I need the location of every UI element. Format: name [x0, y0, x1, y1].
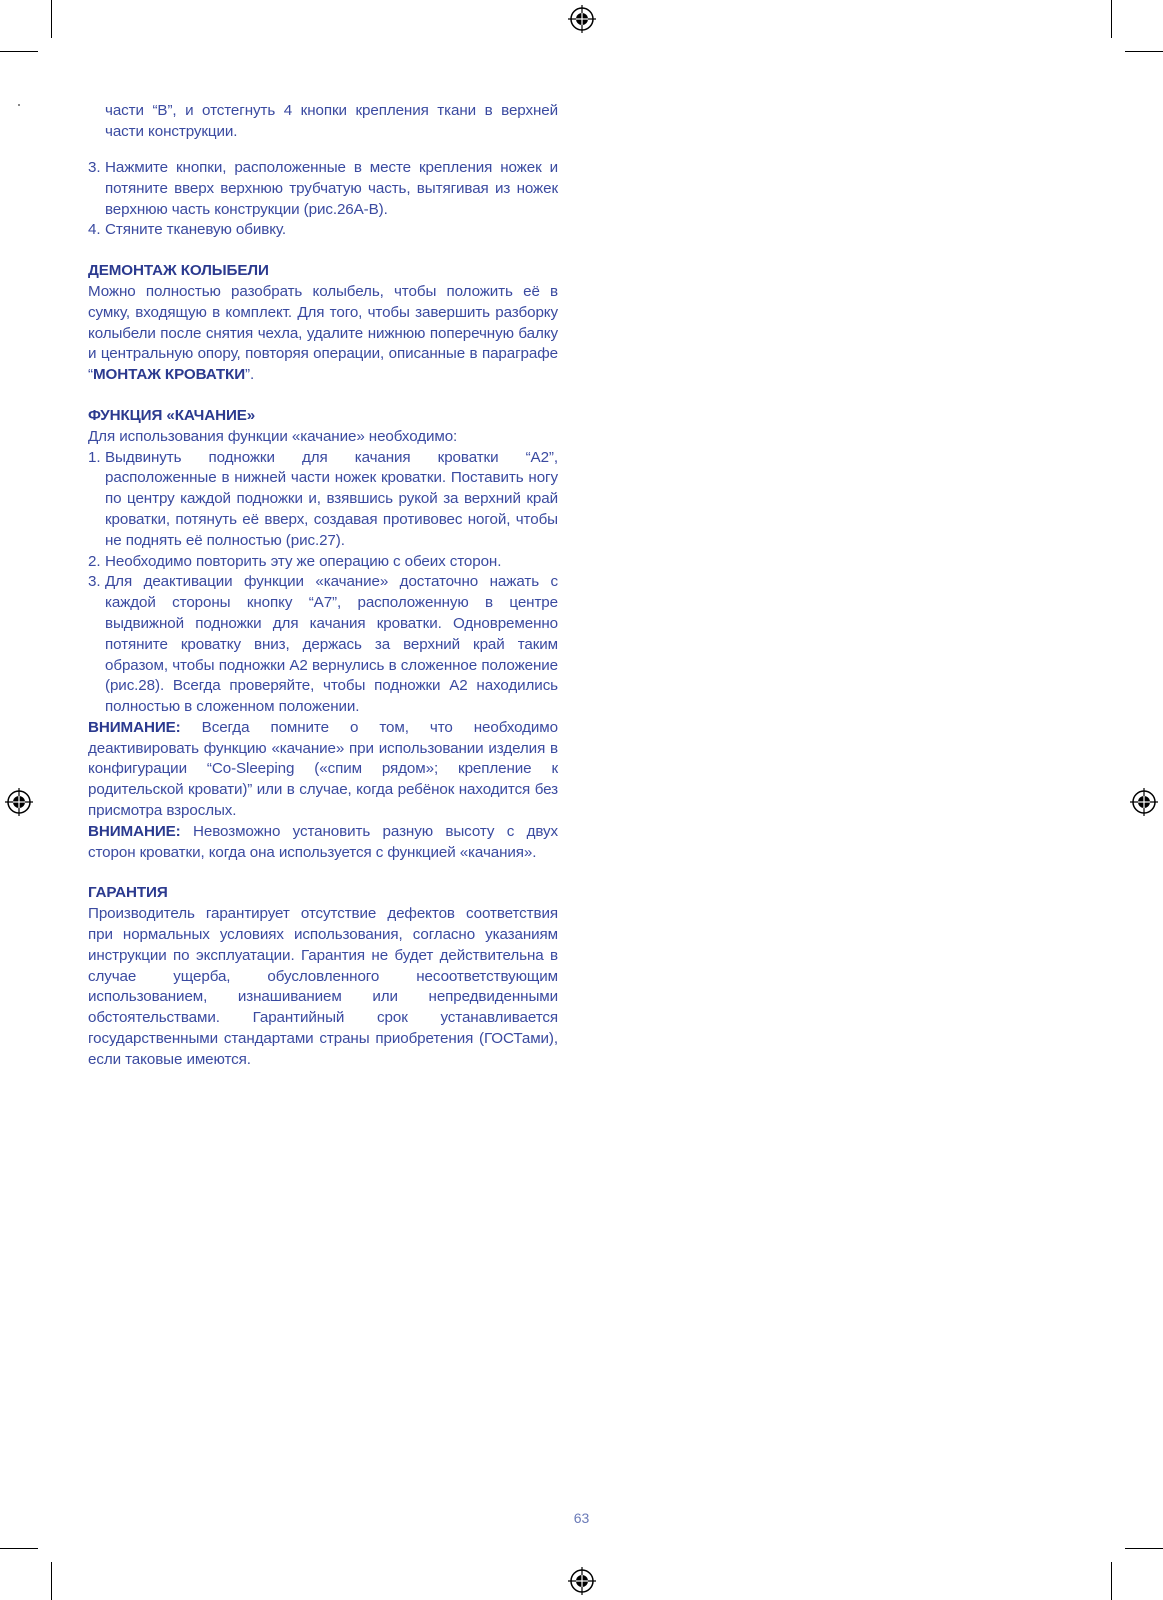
list-item: 2. Необходимо повторить эту же операцию с обеих сторон. [88, 552, 502, 570]
crop-mark-top-left-v [51, 0, 52, 38]
list-item: 3. Нажмите кнопки, расположенные в месте крепления ножек и потяните вверх верхнюю трубчатую часть, вытягивая из ножек верхнюю часть конструкции (рис.26A-B). [88, 158, 558, 218]
list-item: 1. Выдвинуть подножки для качания кроватки “A2”, расположенные в нижней части ножек кроватки. Поставить ногу по центру каждой подножки и, взявшись рукой за верхний край кроватки, потянуть её вверх, создавая противовес ногой, чтобы не поднять её полностью (рис.27). [88, 448, 558, 549]
dismantle-paragraph: Можно полностью разобрать колыбель, чтобы положить её в сумку, входящую в комплект. Для того, чтобы завершить разборку колыбели после снятия чехла, удалите нижнюю поперечную балку и центральную опору, повторяя операции, описанные в параграфе “МОНТАЖ КРОВАТКИ”. [88, 282, 558, 384]
registration-mark-right-icon [1130, 788, 1158, 816]
crop-mark-bottom-right-h [1125, 1548, 1163, 1549]
registration-mark-top-icon [568, 5, 596, 33]
list-item: 4. Стяните тканевую обивку. [88, 221, 287, 239]
crop-mark-top-left-h [0, 51, 38, 52]
section-heading-rocking: ФУНКЦИЯ «КАЧАНИЕ» [88, 406, 256, 424]
crop-mark-top-right-h [1125, 51, 1163, 52]
registration-mark-left-icon [5, 788, 33, 816]
continued-item-text: части “B”, и отстегнуть 4 кнопки крепления ткани в верхней части конструкции. [105, 102, 558, 140]
warranty-paragraph: Производитель гарантирует отсутствие дефектов соответствия при нормальных условиях использования, согласно указаниям инструкции по эксплуатации. Гарантия не будет действительна в случае ущерба, обусловленного несоответствующим использованием, изнашиванием или непредвиденными обстоятельствами. Гарантийный срок устанавливается государственными стандартами страны приобретения (ГОСТами), если таковые имеются. [88, 905, 558, 1068]
rocking-intro: Для использования функции «качание» необходимо: [88, 427, 458, 445]
page-number: 63 [573, 1510, 590, 1526]
crop-mark-bottom-left-v [51, 1562, 52, 1600]
section-heading-dismantle: ДЕМОНТАЖ КОЛЫБЕЛИ [88, 262, 269, 280]
crop-mark-top-right-v [1111, 0, 1112, 38]
crop-mark-bottom-right-v [1111, 1562, 1112, 1600]
crop-mark-bottom-left-h [0, 1548, 38, 1549]
warning-paragraph: ВНИМАНИЕ: Невозможно установить разную высоту с двух сторон кроватки, когда она используется с функцией «качания». [88, 822, 558, 861]
warning-paragraph: ВНИМАНИЕ: Всегда помните о том, что необходимо деактивировать функцию «качание» при использовании изделия в конфигурации “Co-Sleeping («спим рядом»; крепление к родительской кровати)” или в случае, когда ребёнок находится без присмотра взрослых. [88, 718, 558, 820]
registration-mark-bottom-icon [568, 1567, 596, 1595]
list-item: 3. Для деактивации функции «качание» достаточно нажать с каждой стороны кнопку “A7”, расположенную в центре выдвижной подножки для качания кроватки. Одновременно потяните кроватку вниз, держась за верхний край таким образом, чтобы подножки A2 вернулись в сложенное положение (рис.28). Всегда проверяйте, чтобы подножки A2 находились полностью в сложенном положении. [88, 573, 558, 716]
stray-dot [18, 104, 20, 106]
text-column [88, 86, 558, 1071]
section-heading-warranty: ГАРАНТИЯ [88, 884, 168, 902]
